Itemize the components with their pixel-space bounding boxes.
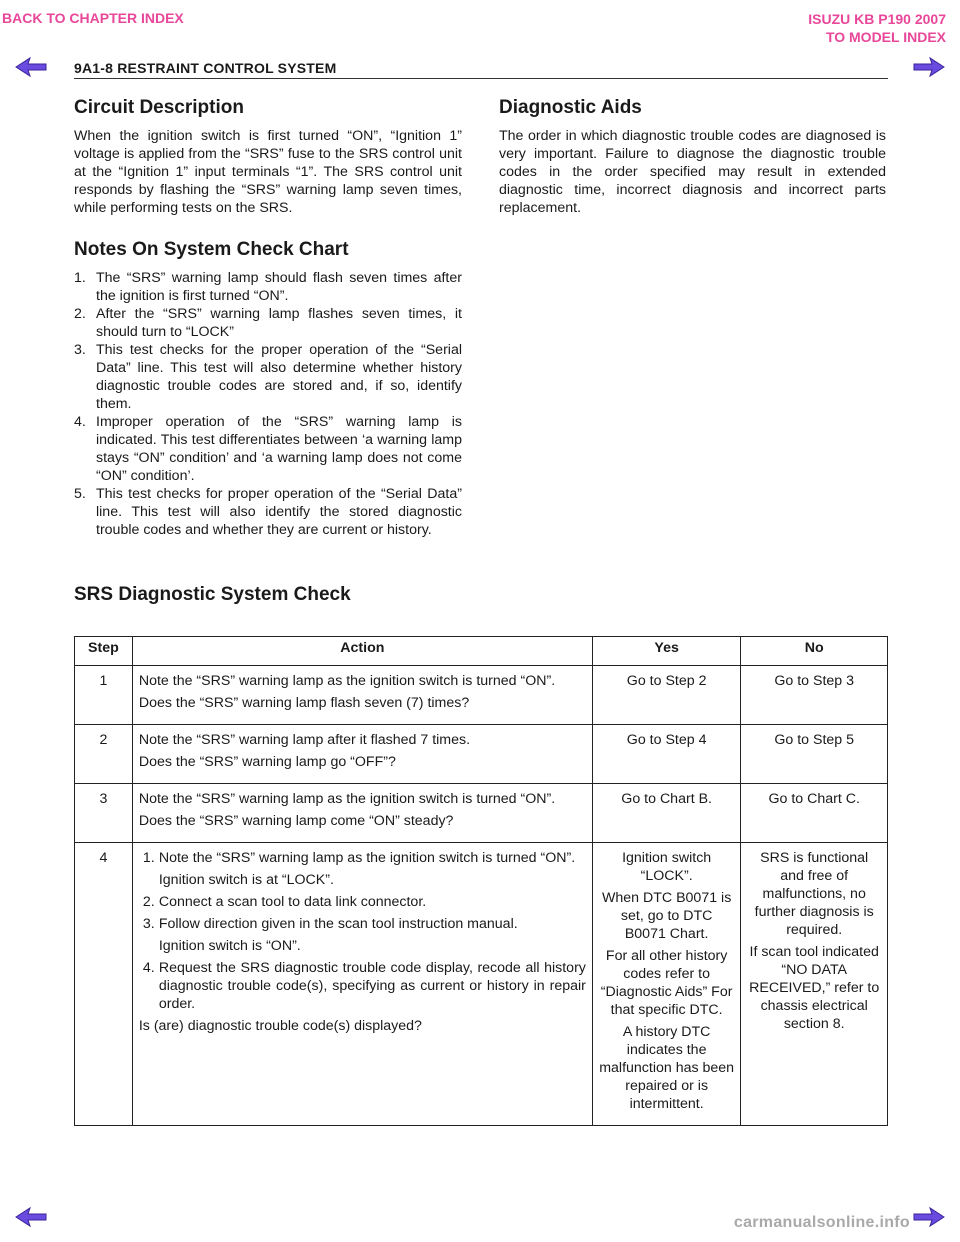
note-number: 1. [74, 270, 86, 286]
yes-cell: Go to Step 4 [592, 725, 741, 784]
no-text: If scan tool indicated “NO DATA RECEIVED,” refer to chassis electrical section 8. [749, 944, 880, 1032]
brand-line: ISUZU KB P190 2007 [808, 11, 946, 27]
action-substep [139, 915, 586, 933]
diagnostic-aids-text: The order in which diagnostic trouble codes are diagnosed is very important. Failure to diagnose the diagnostic trouble codes in the order specified may result in extended diagnostic time, incorrect diagnosis and incorrect parts replacement. [499, 128, 886, 216]
table-header-row [75, 637, 888, 666]
step-cell: 3 [75, 784, 133, 843]
note-number: 5. [74, 486, 86, 502]
note-item [74, 341, 462, 413]
previous-page-arrow-icon[interactable] [14, 56, 48, 78]
note-item [74, 305, 462, 341]
action-substep [139, 959, 586, 1013]
substep-number: 3. [142, 916, 155, 932]
substep-text: Request the SRS diagnostic trouble code display, recode all history diagnostic trouble code(s), specifying as current or history in repair order. [158, 960, 586, 1012]
substep-note: Ignition switch is “ON”. [158, 938, 301, 954]
action-substep [139, 893, 586, 911]
no-cell [741, 843, 888, 1126]
column-header-no: No [741, 637, 888, 666]
action-question: Does the “SRS” warning lamp flash seven (7) times? [138, 695, 470, 711]
column-header-action: Action [132, 637, 592, 666]
back-to-chapter-index-link[interactable]: BACK TO CHAPTER INDEX [2, 10, 184, 26]
action-substep [139, 849, 586, 867]
model-index-block[interactable] [808, 10, 946, 46]
substep-text: Note the “SRS” warning lamp as the ignition switch is turned “ON”. [158, 850, 576, 866]
substep-note: Ignition switch is at “LOCK”. [158, 872, 334, 888]
step-cell: 4 [75, 843, 133, 1126]
yes-text: When DTC B0071 is set, go to DTC B0071 Chart. [601, 890, 732, 942]
note-item [74, 269, 462, 305]
circuit-description-text: When the ignition switch is first turned “ON”, “Ignition 1” voltage is applied from the “SRS” fuse to the SRS control unit at the “Ignition 1” input terminals “1”. The SRS control unit responds by flashing the “SRS” warning lamp seven times, while performing tests on the SRS. [74, 128, 462, 216]
table-row [75, 666, 888, 725]
action-cell [132, 725, 592, 784]
column-header-step: Step [75, 637, 133, 666]
substep-number: 2. [142, 894, 155, 910]
yes-text: For all other history codes refer to “Diagnostic Aids” For that specific DTC. [600, 948, 733, 1018]
left-column [74, 97, 462, 539]
no-cell: Go to Step 3 [741, 666, 888, 725]
previous-page-bottom-arrow-icon[interactable] [14, 1206, 48, 1228]
table-row [75, 784, 888, 843]
next-page-bottom-arrow-icon[interactable] [912, 1206, 946, 1228]
substep-number: 4. [142, 960, 155, 976]
notes-heading: Notes On System Check Chart [74, 239, 349, 260]
to-model-index-link[interactable]: TO MODEL INDEX [825, 29, 946, 45]
step-cell: 1 [75, 666, 133, 725]
yes-cell [592, 843, 741, 1126]
header-rule [74, 78, 888, 79]
system-check-table [74, 636, 888, 1126]
note-text: After the “SRS” warning lamp flashes seven times, it should turn to “LOCK” [96, 306, 462, 340]
note-text: Improper operation of the “SRS” warning lamp is indicated. This test differentiates between ‘a warning lamp stays “ON” condition’ and ‘a warning lamp does not come “ON” condition’. [96, 414, 462, 484]
column-header-yes: Yes [592, 637, 741, 666]
site-watermark: carmanualsonline.info [733, 1214, 910, 1231]
note-item [74, 485, 462, 539]
substep-number: 1. [142, 850, 155, 866]
circuit-description-heading: Circuit Description [74, 97, 244, 118]
right-column [499, 97, 886, 217]
action-cell [132, 784, 592, 843]
action-text: Note the “SRS” warning lamp as the ignition switch is turned “ON”. [138, 791, 556, 807]
diagnostic-aids-heading: Diagnostic Aids [499, 97, 642, 118]
yes-cell: Go to Step 2 [592, 666, 741, 725]
yes-cell: Go to Chart B. [592, 784, 741, 843]
no-text: SRS is functional and free of malfunctions, no further diagnosis is required. [754, 850, 874, 938]
note-text: The “SRS” warning lamp should flash seven times after the ignition is first turned “ON”. [96, 270, 462, 304]
note-number: 2. [74, 306, 86, 322]
next-page-arrow-icon[interactable] [912, 56, 946, 78]
note-text: This test checks for proper operation of the “Serial Data” line. This test will also identify the stored diagnostic trouble codes and whether they are current or history. [96, 486, 462, 538]
system-check-heading: SRS Diagnostic System Check [74, 584, 351, 605]
action-question: Does the “SRS” warning lamp come “ON” steady? [138, 813, 454, 829]
note-item [74, 413, 462, 485]
note-number: 4. [74, 414, 86, 430]
action-cell [132, 843, 592, 1126]
page-header-title: 9A1-8 RESTRAINT CONTROL SYSTEM [74, 60, 337, 76]
action-question: Does the “SRS” warning lamp go “OFF”? [138, 754, 396, 770]
no-cell: Go to Step 5 [741, 725, 888, 784]
notes-list [74, 269, 462, 539]
action-cell [132, 666, 592, 725]
table-row [75, 725, 888, 784]
yes-text: Ignition switch “LOCK”. [622, 850, 712, 884]
note-number: 3. [74, 342, 86, 358]
action-text: Note the “SRS” warning lamp after it flashed 7 times. [138, 732, 471, 748]
no-cell: Go to Chart C. [741, 784, 888, 843]
note-text: This test checks for the proper operation of the “Serial Data” line. This test will also determine whether history diagnostic trouble codes are stored and, if so, identify them. [96, 342, 462, 412]
action-text: Note the “SRS” warning lamp as the ignition switch is turned “ON”. [138, 673, 556, 689]
yes-text: A history DTC indicates the malfunction has been repaired or is intermittent. [599, 1024, 735, 1112]
step-cell: 2 [75, 725, 133, 784]
substep-text: Connect a scan tool to data link connector. [158, 894, 427, 910]
action-question: Is (are) diagnostic trouble code(s) displayed? [138, 1018, 422, 1034]
table-row [75, 843, 888, 1126]
substep-text: Follow direction given in the scan tool instruction manual. [158, 916, 518, 932]
